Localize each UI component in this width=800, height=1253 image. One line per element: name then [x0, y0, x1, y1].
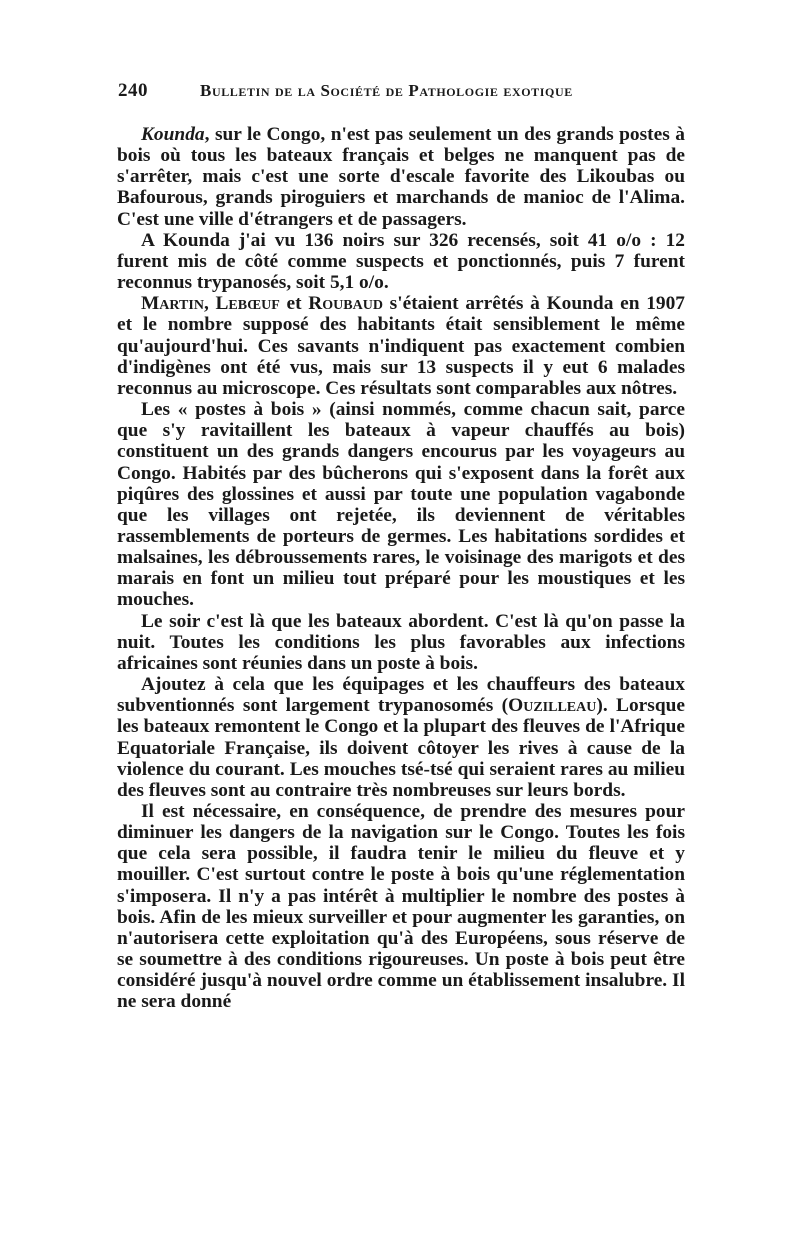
paragraph-text: A Kounda j'ai vu 136 noirs sur 326 recensés, soit 41 o/o : 12 furent mis de côté comme suspects et ponctionnés, puis 7 furent reconnus trypanosés, soit 5,1 o/o. [117, 229, 685, 294]
italic-kounda: Kounda [141, 124, 205, 145]
body-text [117, 124, 685, 1013]
paragraph-text: s'étaient arrêtés à Kounda en 1907 et le nombre supposé des habitants était sensiblement le même qu'aujourd'hui. Ces savants n'indiquent pas exactement combien d'indigènes ont été vus, mais sur 13 suspects il y eut 6 malades reconnus au microscope. Ces résultats sont comparables aux nôtres. [117, 293, 685, 399]
paragraph-census [117, 230, 685, 293]
paragraph-ajoutez [117, 674, 685, 801]
paragraph-text: Il est nécessaire, en conséquence, de prendre des mesures pour diminuer les dangers de la navigation sur le Congo. Toutes les fois que cela sera possible, il faudra tenir le milieu du fleuve et y mouiller. C'est surtout contre le poste à bois qu'une réglementation s'imposera. Il n'y a pas intérêt à multiplier le nombre des postes à bois. Afin de les mieux surveiller et pour augmenter les garanties, on n'autorisera cette exploitation qu'à des Européens, sous réserve de se soumettre à des conditions rigoureuses. Un poste à bois peut être considéré jusqu'à nouvel ordre comme un établissement insalubre. Il ne sera donné [117, 801, 685, 1013]
author-ouzilleau: Ouzilleau [508, 695, 597, 717]
paragraph-text: ). Lorsque les bateaux remontent le Congo et la plupart des fleuves de l'Afrique Equatoriale Française, ils doivent côtoyer les rives à cause de la violence du courant. Les mouches tsé-tsé qui seraient rares au milieu des fleuves sont au contraire très nombreuses sur leurs bords. [117, 695, 685, 801]
page-number: 240 [118, 80, 148, 101]
author-martin: Martin [141, 293, 204, 315]
paragraph-necessaire [117, 801, 685, 1013]
page-header [118, 80, 688, 104]
paragraph-kounda [117, 124, 685, 230]
paragraph-text: , sur le Congo, n'est pas seulement un des grands postes à bois où tous les bateaux français et belges ne manquent pas de s'arrêter, mais c'est une sorte d'escale favorite des Likoubas ou Bafourous, grands piroguiers et marchands de manioc de l'Alima. C'est une ville d'étrangers et de passagers. [117, 124, 685, 230]
paragraph-martin [117, 293, 685, 399]
paragraph-text: Le soir c'est là que les bateaux abordent. C'est là qu'on passe la nuit. Toutes les conditions les plus favorables aux infections africaines sont réunies dans un poste à bois. [117, 610, 685, 674]
paragraph-le-soir [117, 611, 685, 674]
separator: et [279, 293, 309, 315]
separator: , [203, 293, 216, 315]
paragraph-text: Ajoutez à cela que les équipages et les chauffeurs des bateaux subventionnés sont largement trypanosomés ( [117, 674, 685, 717]
running-title: Bulletin de la Société de Pathologie exotique [200, 81, 573, 100]
paragraph-text: Les « postes à bois » (ainsi nommés, comme chacun sait, parce que s'y ravitaillent les bateaux à vapeur chauffés au bois) constituent un des grands dangers encourus par les voyageurs au Congo. Habités par des bûcherons qui s'exposent dans la forêt aux piqûres des glossines et aussi par toute une population vagabonde que les villages ont rejetée, ils deviennent de véritables rassemblements de porteurs de germes. Les habitations sordides et malsaines, les débroussements rares, le voisinage des marigots et des marais en font un milieu tout préparé pour les moustiques et les mouches. [117, 399, 685, 611]
author-leboeuf: Lebœuf [215, 293, 280, 315]
author-roubaud: Roubaud [308, 293, 383, 315]
paragraph-postes-a-bois [117, 399, 685, 611]
